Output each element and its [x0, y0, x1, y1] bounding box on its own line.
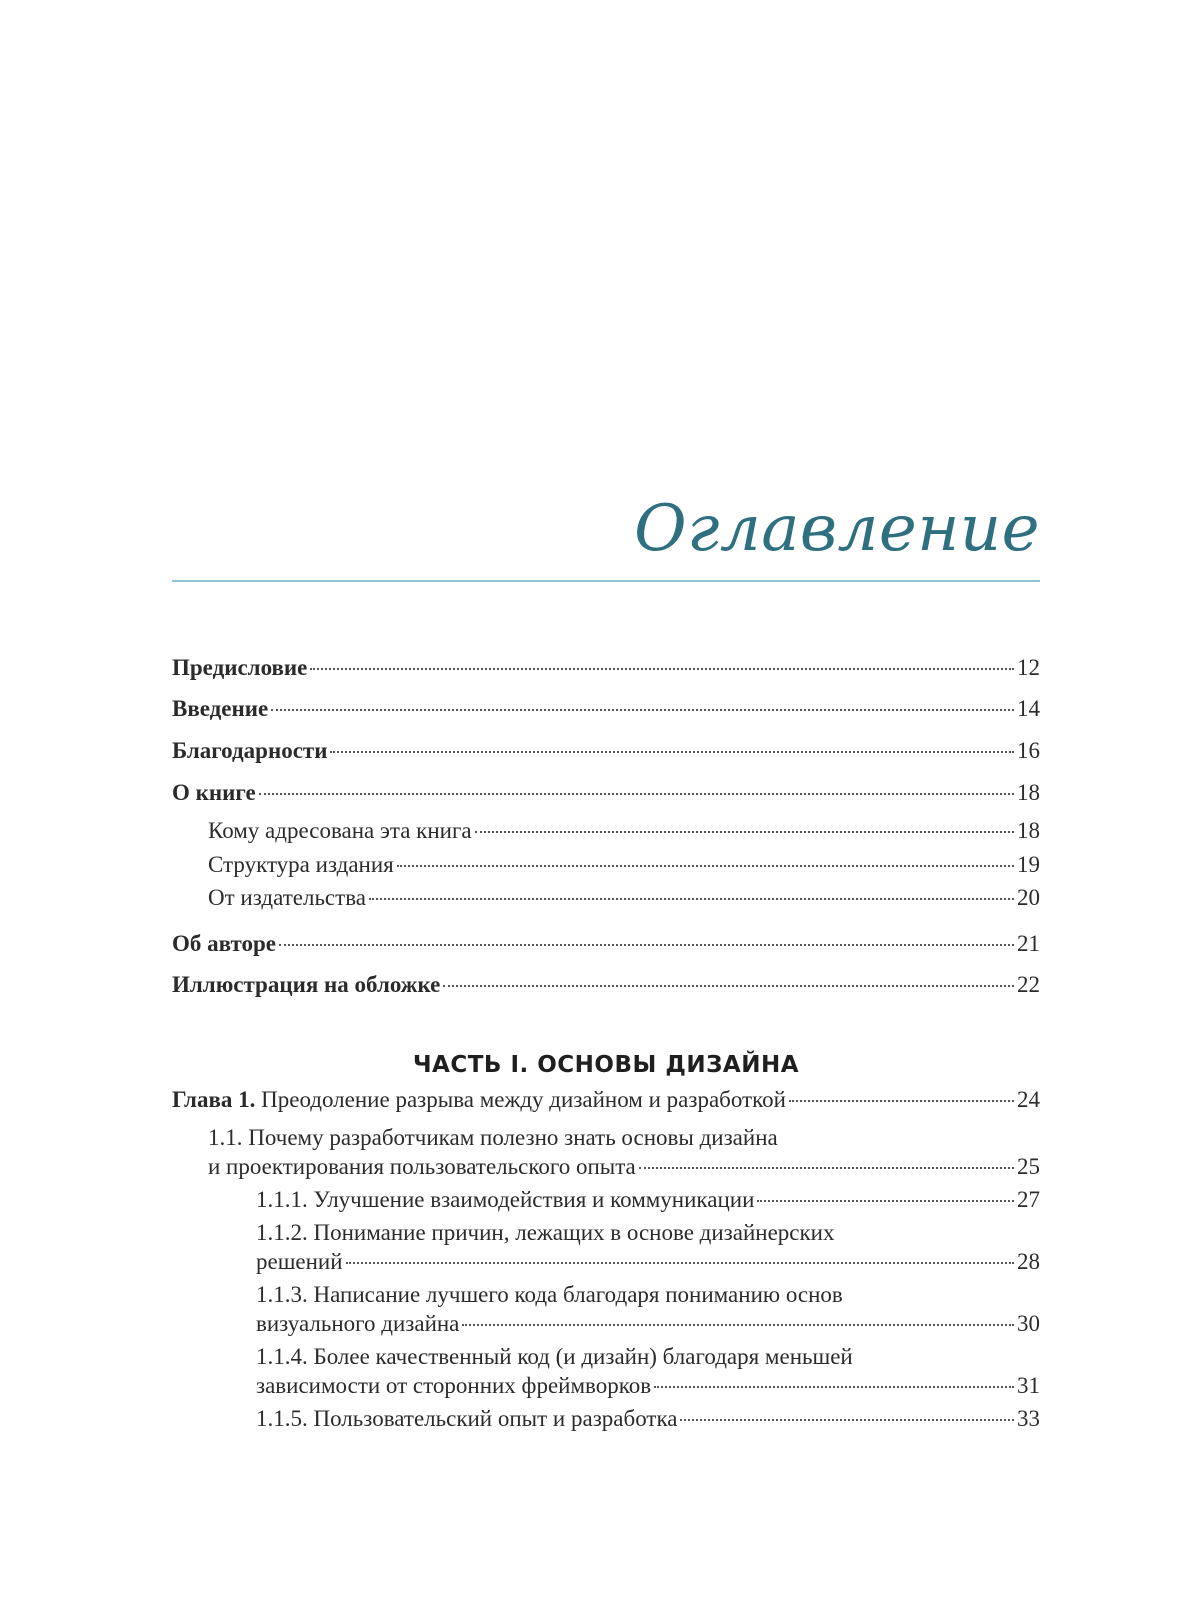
toc-page-number: 27 — [1017, 1187, 1040, 1212]
dot-leader — [369, 898, 1014, 900]
toc-entry-1-1-3-line1[interactable]: 1.1.3. Написание лучшего кода благодаря пониманию основ — [256, 1282, 843, 1307]
dot-leader — [475, 831, 1014, 833]
toc-entry-1-1-2[interactable] — [256, 1247, 1040, 1277]
toc-entry-label: Кому адресована эта книга — [208, 818, 472, 843]
toc-page-number: 31 — [1017, 1373, 1040, 1398]
toc-entry-chapter-1[interactable] — [172, 1085, 1040, 1115]
toc-entry-label — [172, 1085, 786, 1115]
toc-page-number: 18 — [1017, 780, 1040, 805]
toc-page-number: 18 — [1017, 818, 1040, 843]
toc-entry-1-1-5[interactable] — [256, 1404, 1040, 1434]
toc-entry-1-1-4[interactable] — [256, 1371, 1040, 1401]
title-divider — [172, 580, 1040, 582]
toc-entry-publisher[interactable] — [208, 883, 1040, 913]
toc-page-number: 12 — [1017, 655, 1040, 680]
toc-entry-audience[interactable] — [208, 816, 1040, 846]
toc-entry-1-1-1[interactable] — [256, 1185, 1040, 1215]
dot-leader — [654, 1386, 1014, 1388]
toc-entry-label: и проектирования пользовательского опыта — [208, 1154, 636, 1179]
toc-entry-label: О книге — [172, 780, 256, 805]
toc-entry-label: Введение — [172, 696, 269, 721]
toc-page-number: 28 — [1017, 1249, 1040, 1274]
toc-page-number: 22 — [1017, 972, 1040, 997]
toc-entry-label: Иллюстрация на обложке — [172, 972, 441, 997]
toc-entry-label: зависимости от сторонних фреймворков — [256, 1373, 652, 1398]
toc-page-number: 33 — [1017, 1406, 1040, 1431]
toc-page-number: 19 — [1017, 852, 1040, 877]
dot-leader — [310, 668, 1014, 670]
toc-entry-acknowledgments[interactable] — [172, 736, 1040, 766]
toc-entry-label: Об авторе — [172, 931, 276, 956]
toc-entry-about-author[interactable] — [172, 929, 1040, 959]
chapter-title: Преодоление разрыва между дизайном и разработкой — [261, 1087, 786, 1112]
toc-entry-label: Предисловие — [172, 655, 308, 680]
dot-leader — [443, 985, 1014, 987]
toc-entry-cover-illustration[interactable] — [172, 970, 1040, 1000]
dot-leader — [259, 793, 1014, 795]
toc-page-number: 30 — [1017, 1311, 1040, 1336]
toc-entry-label: Благодарности — [172, 738, 328, 763]
dot-leader — [639, 1167, 1014, 1169]
dot-leader — [397, 865, 1014, 867]
toc-entry-about-book[interactable] — [172, 778, 1040, 808]
toc-entry-1-1-3[interactable] — [256, 1309, 1040, 1339]
toc-page-number: 24 — [1017, 1087, 1040, 1112]
toc-entry-label: визуального дизайна — [256, 1311, 460, 1336]
toc-entry-1-1[interactable] — [208, 1152, 1040, 1182]
dot-leader — [346, 1262, 1014, 1264]
toc-page-number: 21 — [1017, 931, 1040, 956]
dot-leader — [462, 1324, 1014, 1326]
toc-page-number: 20 — [1017, 885, 1040, 910]
toc-entry-label: Структура издания — [208, 852, 394, 877]
toc-entry-label: 1.1.1. Улучшение взаимодействия и коммуникации — [256, 1187, 755, 1212]
dot-leader — [680, 1419, 1014, 1421]
dot-leader — [271, 709, 1014, 711]
part-heading: ЧАСТЬ I. ОСНОВЫ ДИЗАЙНА — [412, 1052, 800, 1078]
toc-entry-introduction[interactable] — [172, 694, 1040, 724]
toc-page-number: 14 — [1017, 696, 1040, 721]
toc-entry-preface[interactable] — [172, 653, 1040, 683]
chapter-prefix: Глава 1. — [172, 1087, 256, 1112]
dot-leader — [789, 1100, 1014, 1102]
toc-entry-label: решений — [256, 1249, 343, 1274]
dot-leader — [279, 944, 1014, 946]
dot-leader — [330, 751, 1014, 753]
toc-entry-1-1-line1[interactable]: 1.1. Почему разработчикам полезно знать основы дизайна — [208, 1125, 778, 1150]
page-title: Оглавление — [634, 492, 1040, 566]
toc-entry-1-1-4-line1[interactable]: 1.1.4. Более качественный код (и дизайн) благодаря меньшей — [256, 1344, 853, 1369]
dot-leader — [757, 1200, 1014, 1202]
toc-entry-structure[interactable] — [208, 850, 1040, 880]
toc-entry-label: От издательства — [208, 885, 366, 910]
toc-page-number: 16 — [1017, 738, 1040, 763]
toc-page-number: 25 — [1017, 1154, 1040, 1179]
toc-entry-1-1-2-line1[interactable]: 1.1.2. Понимание причин, лежащих в основе дизайнерских — [256, 1220, 835, 1245]
toc-entry-label: 1.1.5. Пользовательский опыт и разработка — [256, 1406, 678, 1431]
